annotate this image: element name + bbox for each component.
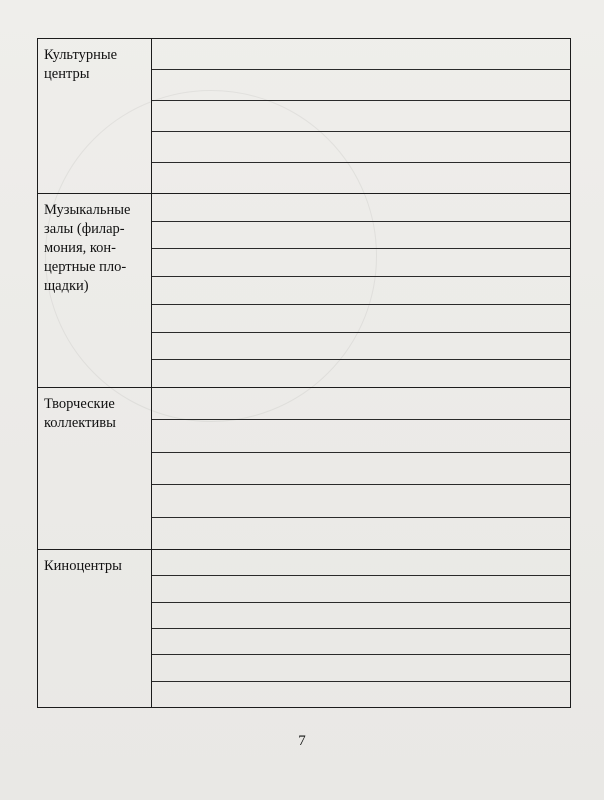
writing-line[interactable] (152, 249, 570, 277)
writing-line[interactable] (152, 388, 570, 420)
writing-line[interactable] (152, 603, 570, 629)
section-music-halls (38, 194, 570, 388)
writing-lines (152, 39, 570, 193)
section-label-cinema-centers (38, 550, 152, 707)
section-label-creative-groups (38, 388, 152, 549)
writing-line[interactable] (152, 39, 570, 70)
section-label-music-halls (38, 194, 152, 387)
section-label-text: Киноцентры (44, 558, 122, 574)
section-label-text: Музыкальные залы (филар- мония, кон- цертные пло- щадки) (44, 202, 131, 294)
writing-line[interactable] (152, 163, 570, 193)
section-label-cultural-centers (38, 39, 152, 193)
writing-line[interactable] (152, 101, 570, 132)
writing-line[interactable] (152, 333, 570, 361)
page-number: 7 (298, 733, 306, 749)
writing-line[interactable] (152, 518, 570, 549)
writing-line[interactable] (152, 682, 570, 707)
writing-line[interactable] (152, 305, 570, 333)
writing-line[interactable] (152, 194, 570, 222)
writing-line[interactable] (152, 360, 570, 387)
writing-line[interactable] (152, 629, 570, 655)
writing-line[interactable] (152, 485, 570, 517)
writing-line[interactable] (152, 222, 570, 250)
section-creative-groups (38, 388, 570, 550)
section-cultural-centers (38, 39, 570, 194)
section-label-text: Культурные центры (44, 47, 118, 82)
writing-line[interactable] (152, 70, 570, 101)
writing-line[interactable] (152, 132, 570, 163)
section-label-text: Творческие коллективы (44, 396, 116, 431)
writing-line[interactable] (152, 550, 570, 576)
writing-line[interactable] (152, 655, 570, 681)
cultural-venues-form-table (37, 38, 571, 708)
writing-lines (152, 550, 570, 707)
writing-line[interactable] (152, 420, 570, 452)
writing-line[interactable] (152, 453, 570, 485)
writing-line[interactable] (152, 576, 570, 602)
writing-lines (152, 388, 570, 549)
writing-lines (152, 194, 570, 387)
writing-line[interactable] (152, 277, 570, 305)
section-cinema-centers (38, 550, 570, 707)
